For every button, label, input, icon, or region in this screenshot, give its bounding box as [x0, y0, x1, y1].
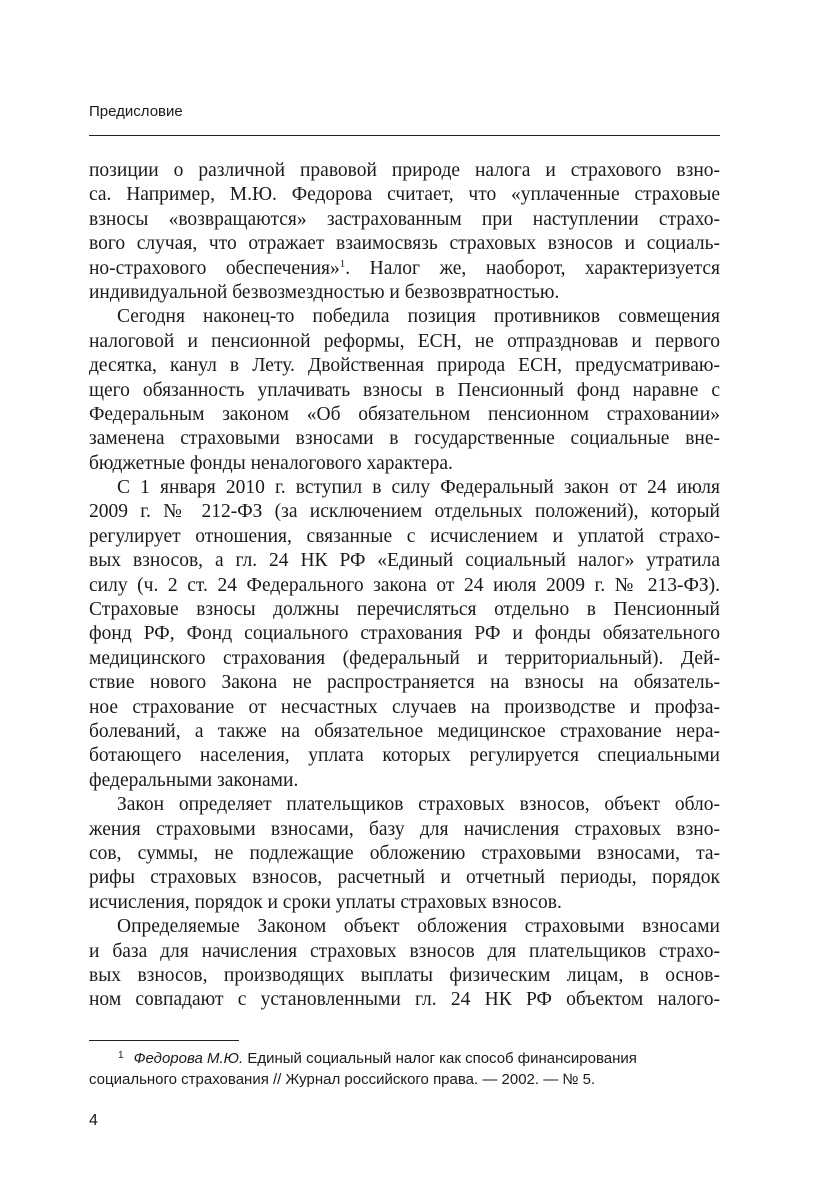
footnote-author: Федорова М.Ю. [133, 1050, 244, 1067]
text-line: ствие нового Закона не распространяется на взносы на обязатель- [89, 672, 720, 694]
text-line: исчисления, порядок и сроки уплаты страховых взносов. [89, 891, 562, 913]
text-line: 2009 г. № 212-ФЗ (за исключением отдельных положений), который [89, 501, 720, 523]
text-fragment: . Налог же, наоборот, характеризуется [345, 257, 721, 279]
text-line: жения страховыми взносами, базу для начисления страховых взно- [89, 818, 720, 840]
text-line: силу (ч. 2 ст. 24 Федерального закона от 24 июля 2009 г. № 213-ФЗ). [89, 574, 720, 596]
text-line: вого случая, что отражает взаимосвязь страховых взносов и социаль- [89, 233, 720, 255]
text-line: щего обязанность уплачивать взносы в Пенсионный фонд наравне с [89, 379, 720, 401]
text-line: ном совпадают с установленными гл. 24 НК РФ объектом налого- [89, 989, 720, 1011]
text-line: и база для начисления страховых взносов для плательщиков страхо- [89, 940, 720, 962]
footnote-text: Единый социальный налог как способ финансирования [243, 1050, 637, 1067]
text-line: медицинского страхования (федеральный и территориальный). Дей- [89, 647, 720, 669]
text-fragment: но-страхового обеспечения» [89, 257, 340, 279]
text-line: налоговой и пенсионной реформы, ЕСН, не отпраздновав и первого [89, 330, 720, 352]
text-line: регулирует отношения, связанные с исчислением и уплатой страхо- [89, 525, 720, 547]
text-line: ботающего населения, уплата которых регулируется специальными [89, 745, 720, 767]
header-divider [89, 135, 720, 136]
text-line: вых взносов, производящих выплаты физическим лицам, в основ- [89, 964, 720, 986]
footnote-reference[interactable]: 1 [339, 257, 346, 270]
text-line: позиции о различной правовой природе налога и страхового взно- [89, 160, 720, 181]
text-line: Закон определяет плательщиков страховых взносов, объект обло- [117, 794, 720, 816]
text-line: индивидуальной безвозмездностью и безвозвратностью. [89, 281, 560, 303]
footnote-divider [89, 1040, 239, 1041]
text-line: Страховые взносы должны перечисляться отдельно в Пенсионный [89, 599, 720, 621]
text-line: десятка, канул в Лету. Двойственная природа ЕСН, предусматриваю- [89, 355, 720, 377]
page-number: 4 [89, 1112, 98, 1129]
text-line: федеральными законами. [89, 769, 299, 791]
text-line: ное страхование от несчастных случаев на производстве и профза- [89, 696, 720, 718]
text-line: Федеральным законом «Об обязательном пенсионном страховании» [89, 403, 720, 425]
text-line: вых взносов, а гл. 24 НК РФ «Единый социальный налог» утратила [89, 550, 720, 572]
text-line: фонд РФ, Фонд социального страхования РФ и фонды обязательного [89, 623, 720, 645]
footnote [89, 1048, 720, 1090]
text-line: Сегодня наконец-то победила позиция противников совмещения [117, 306, 720, 328]
text-line: рифы страховых взносов, расчетный и отчетный периоды, порядок [89, 867, 720, 889]
text-line: бюджетные фонды неналогового характера. [89, 452, 453, 474]
text-line: заменена страховыми взносами в государственные социальные вне- [89, 428, 720, 450]
main-text [89, 159, 720, 1013]
footnote-mark: 1 [118, 1050, 124, 1061]
text-line: С 1 января 2010 г. вступил в силу Федеральный закон от 24 июля [117, 477, 720, 499]
text-line: взносы «возвращаются» застрахованным при наступлении страхо- [89, 208, 720, 230]
text-line: са. Например, М.Ю. Федорова считает, что «уплаченные страховые [89, 184, 720, 206]
text-line: Определяемые Законом объект обложения страховыми взносами [117, 916, 720, 938]
footnote-line: социального страхования // Журнал российского права. — 2002. — № 5. [89, 1071, 596, 1088]
running-head: Предисловие [89, 103, 183, 120]
text-line: сов, суммы, не подлежащие обложению страховыми взносами, та- [89, 842, 720, 864]
text-line: болеваний, а также на обязательное медицинское страхование нера- [89, 720, 720, 742]
footnote-line [89, 1048, 720, 1069]
text-line-with-footnote-ref [89, 257, 720, 281]
